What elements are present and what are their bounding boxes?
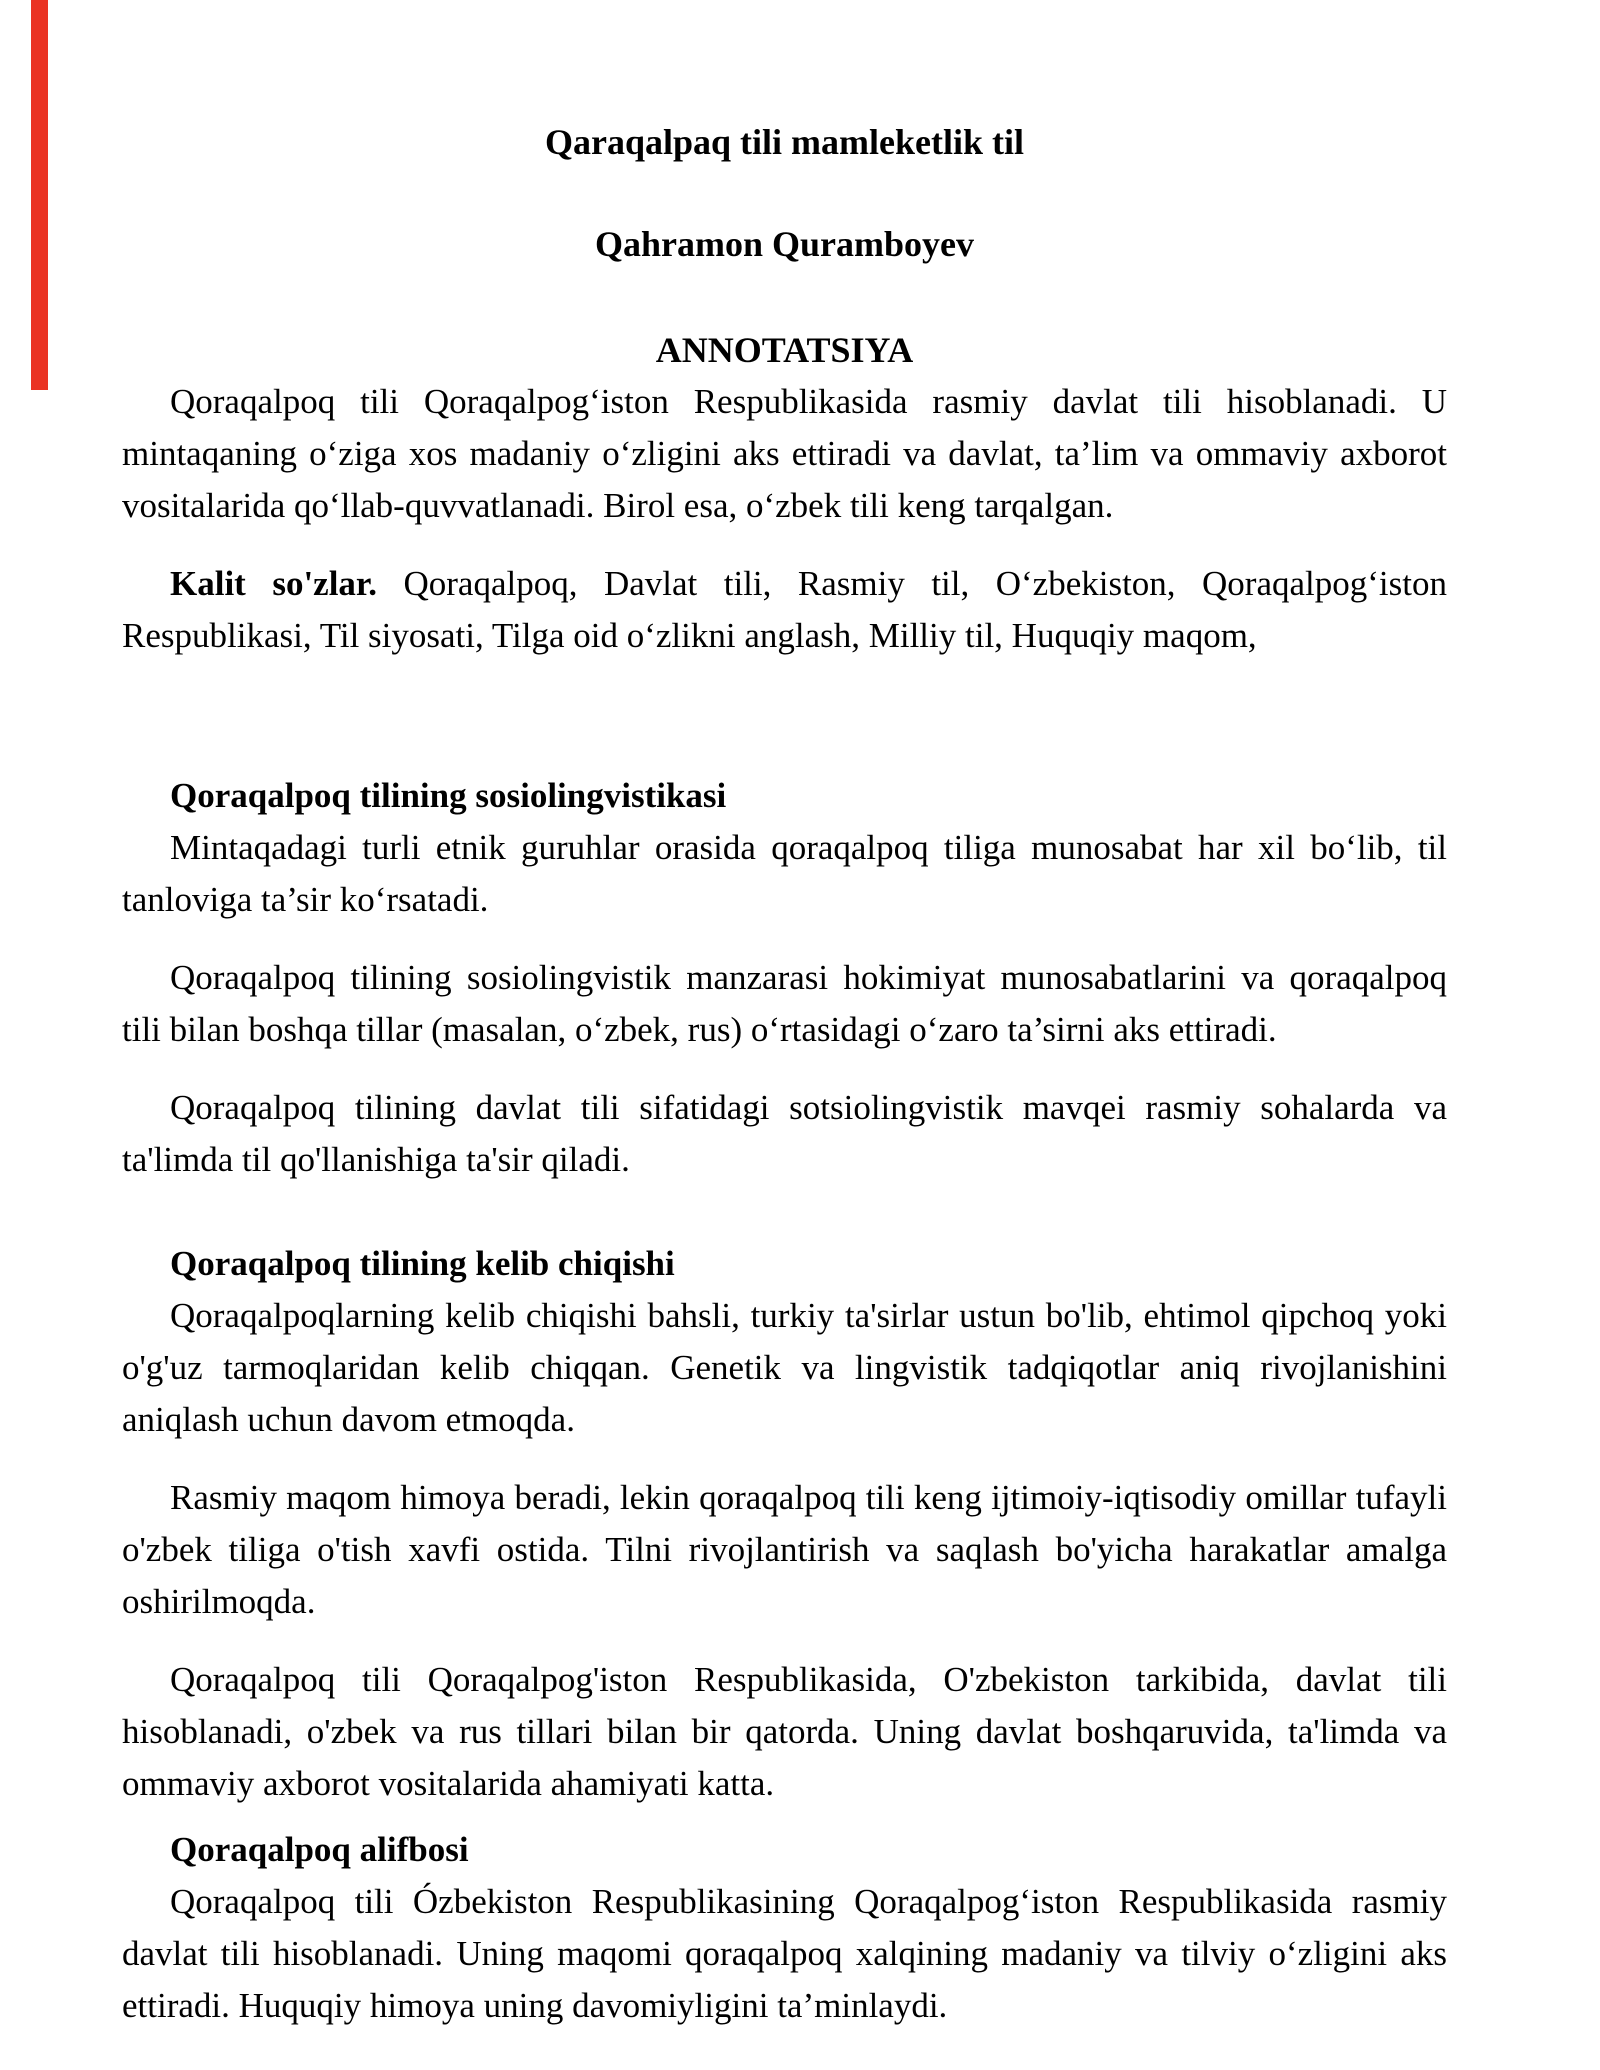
section-heading-kelib-chiqishi: Qoraqalpoq tilining kelib chiqishi — [170, 1244, 675, 1283]
keywords-paragraph — [122, 558, 1447, 662]
paragraph-kelib-chiqishi-3: Qoraqalpoq tili Qoraqalpog'iston Respublikasida, O'zbekiston tarkibida, davlat tili hisoblanadi, o'zbek va rus tillari bilan bir qatorda. Uning davlat boshqaruvida, ta'limda va ommaviy axborot vositalarida ahamiyati katta. — [122, 1660, 1447, 1803]
paragraph-sosiolingvistika-2: Qoraqalpoq tilining sosiolingvistik manzarasi hokimiyat munosabatlarini va qoraqalpoq tili bilan boshqa tillar (masalan, oʻzbek, rus) oʻrtasidagi oʻzaro ta’sirni aks ettiradi. — [122, 958, 1447, 1049]
annotation-paragraph: Qoraqalpoq tili Qoraqalpogʻiston Respublikasida rasmiy davlat tili hisoblanadi. U mintaqaning oʻziga xos madaniy oʻzligini aks ettiradi va davlat, ta’lim va ommaviy axborot vositalarida qoʻllab-quvvatlanadi. Birol esa, oʻzbek tili keng tarqalgan. — [122, 382, 1447, 525]
paragraph-sosiolingvistika-3: Qoraqalpoq tilining davlat tili sifatidagi sotsiolingvistik mavqei rasmiy sohalarda va ta'limda til qo'llanishiga ta'sir qiladi. — [122, 1088, 1447, 1179]
paragraph-kelib-chiqishi-1: Qoraqalpoqlarning kelib chiqishi bahsli, turkiy ta'sirlar ustun bo'lib, ehtimol qipchoq yoki o'g'uz tarmoqlaridan kelib chiqqan. Genetik va lingvistik tadqiqotlar aniq rivojlanishini aniqlash uchun davom etmoqda. — [122, 1296, 1447, 1439]
paragraph-sosiolingvistika-1: Mintaqadagi turli etnik guruhlar orasida qoraqalpoq tiliga munosabat har xil boʻlib, til tanloviga ta’sir koʻrsatadi. — [122, 828, 1447, 919]
section-heading-alifbosi: Qoraqalpoq alifbosi — [170, 1830, 469, 1869]
keywords-text: Qoraqalpoq, Davlat tili, Rasmiy til, Oʻzbekiston, Qoraqalpogʻiston Respublikasi, Til siyosati, Tilga oid oʻzlikni anglash, Milliy til, Huquqiy maqom, — [122, 564, 1447, 655]
keywords-label: Kalit so'zlar. — [170, 564, 377, 603]
red-vertical-marker — [31, 0, 48, 390]
annotation-heading: ANNOTATSIYA — [655, 330, 914, 370]
paragraph-alifbosi-1: Qoraqalpoq tili Ózbekiston Respublikasining Qoraqalpogʻiston Respublikasida rasmiy davlat tili hisoblanadi. Uning maqomi qoraqalpoq xalqining madaniy va tilviy oʻzligini aks ettiradi. Huquqiy himoya uning davomiyligini ta’minlaydi. — [122, 1882, 1447, 2025]
document-author: Qahramon Quramboyev — [594, 224, 974, 264]
paragraph-kelib-chiqishi-2: Rasmiy maqom himoya beradi, lekin qoraqalpoq tili keng ijtimoiy-iqtisodiy omillar tufayli o'zbek tiliga o'tish xavfi ostida. Tilni rivojlantirish va saqlash bo'yicha harakatlar amalga oshirilmoqda. — [122, 1478, 1447, 1621]
section-heading-sosiolingvistika: Qoraqalpoq tilining sosiolingvistikasi — [170, 776, 727, 815]
document-content — [122, 0, 1447, 2032]
document-title: Qaraqalpaq tili mamleketlik til — [544, 122, 1024, 162]
